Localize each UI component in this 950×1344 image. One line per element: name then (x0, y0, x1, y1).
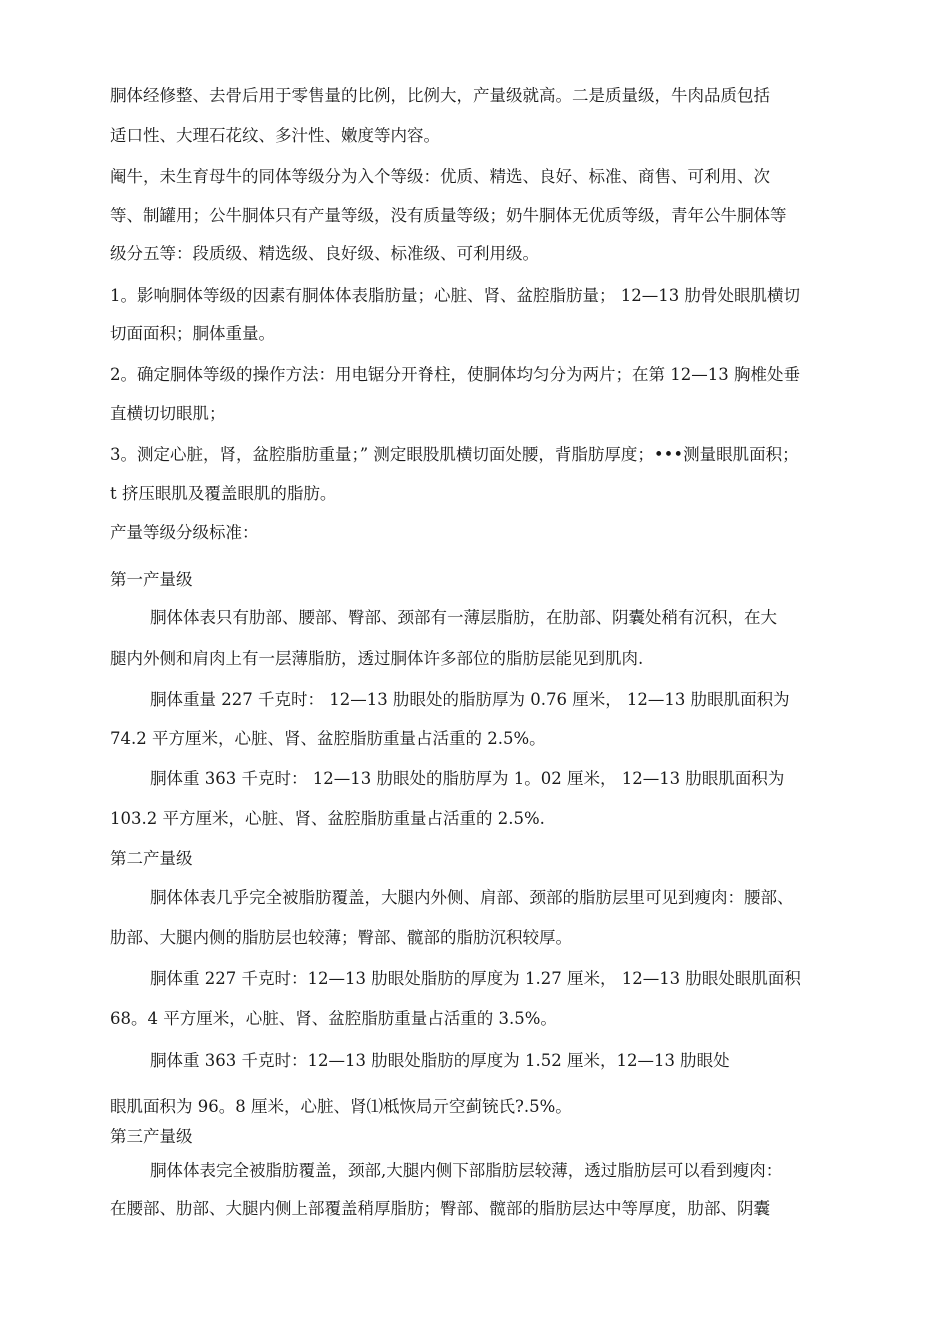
text-line: 74.2 平方厘米，心脏、肾、盆腔脂肪重量占活重的 2.5%。 (110, 729, 546, 748)
text-line: 阉牛，未生育母牛的同体等级分为入个等级：优质、精选、良好、标准、商售、可利用、次 (110, 167, 770, 186)
text-line: 1。影响胴体等级的因素有胴体体表脂肪量；心脏、肾、盆腔脂肪量； 12—13 肋骨处眼肌横切 (110, 286, 800, 305)
text-line: 103.2 平方厘米，心脏、肾、盆腔脂肪重量占活重的 2.5%. (110, 809, 545, 828)
text-line: 适口性、大理石花纹、多汁性、嫩度等内容。 (110, 126, 440, 145)
text-line: 68。4 平方厘米，心脏、肾、盆腔脂肪重量占活重的 3.5%。 (110, 1009, 557, 1028)
section-heading: 第一产量级 (110, 570, 193, 589)
section-label: 产量等级分级标准： (110, 523, 259, 542)
text-line: t 挤压眼肌及覆盖眼肌的脂肪。 (110, 484, 337, 503)
text-line: 3。测定心脏，肾，盆腔脂肪重量；” 测定眼股肌横切面处腰，背脂肪厚度；•••测量眼肌面积； (110, 445, 799, 464)
text-line: 肋部、大腿内侧的脂肪层也较薄；臀部、髋部的脂肪沉积较厚。 (110, 928, 572, 947)
text-line: 等、制罐用；公牛胴体只有产量等级，没有质量等级；奶牛胴体无优质等级，青年公牛胴体等 (110, 206, 787, 225)
text-line: 胴体重 227 千克时：12—13 肋眼处脂肪的厚度为 1.27 厘米， 12—13 肋眼处眼肌面积 (150, 969, 801, 988)
text-line: 胴体重 363 千克时： 12—13 肋眼处的脂肪厚为 1。02 厘米， 12—13 肋眼肌面积为 (150, 769, 785, 788)
text-line: 切面面积；胴体重量。 (110, 324, 275, 343)
text-line: 胴体重量 227 千克时： 12—13 肋眼处的脂肪厚为 0.76 厘米， 12—13 肋眼肌面积为 (150, 690, 790, 709)
text-line: 级分五等：段质级、精选级、良好级、标准级、可利用级。 (110, 244, 539, 263)
section-heading: 第二产量级 (110, 849, 193, 868)
text-line: 在腰部、肋部、大腿内侧上部覆盖稍厚脂肪；臀部、髋部的脂肪层达中等厚度，肋部、阴囊 (110, 1199, 770, 1218)
text-line: 胴体体表完全被脂肪覆盖，颈部,大腿内侧下部脂肪层较薄，透过脂肪层可以看到瘦肉： (150, 1161, 783, 1180)
text-line: 胴体体表只有肋部、腰部、臀部、颈部有一薄层脂肪，在肋部、阴囊处稍有沉积，在大 (150, 608, 777, 627)
text-line: 胴体重 363 千克时：12—13 肋眼处脂肪的厚度为 1.52 厘米，12—13 肋眼处 (150, 1051, 730, 1070)
text-line: 腿内外侧和肩肉上有一层薄脂肪，透过胴体许多部位的脂肪层能见到肌肉. (110, 649, 644, 668)
text-line: 直横切切眼肌； (110, 404, 226, 423)
text-line: 眼肌面积为 96。8 厘米，心脏、肾⑴柢恢局亓空蓟铳氏?.5%。 (110, 1097, 572, 1116)
text-line: 胴体体表几乎完全被脂肪覆盖，大腿内外侧、肩部、颈部的脂肪层里可见到瘦肉：腰部、 (150, 888, 794, 907)
text-line: 胴体经修整、去骨后用于零售量的比例，比例大，产量级就高。二是质量级，牛肉品质包括 (110, 86, 770, 105)
text-line: 2。确定胴体等级的操作方法：用电锯分开脊柱，使胴体均匀分为两片；在第 12—13 胸椎处垂 (110, 365, 800, 384)
section-heading: 第三产量级 (110, 1127, 193, 1146)
